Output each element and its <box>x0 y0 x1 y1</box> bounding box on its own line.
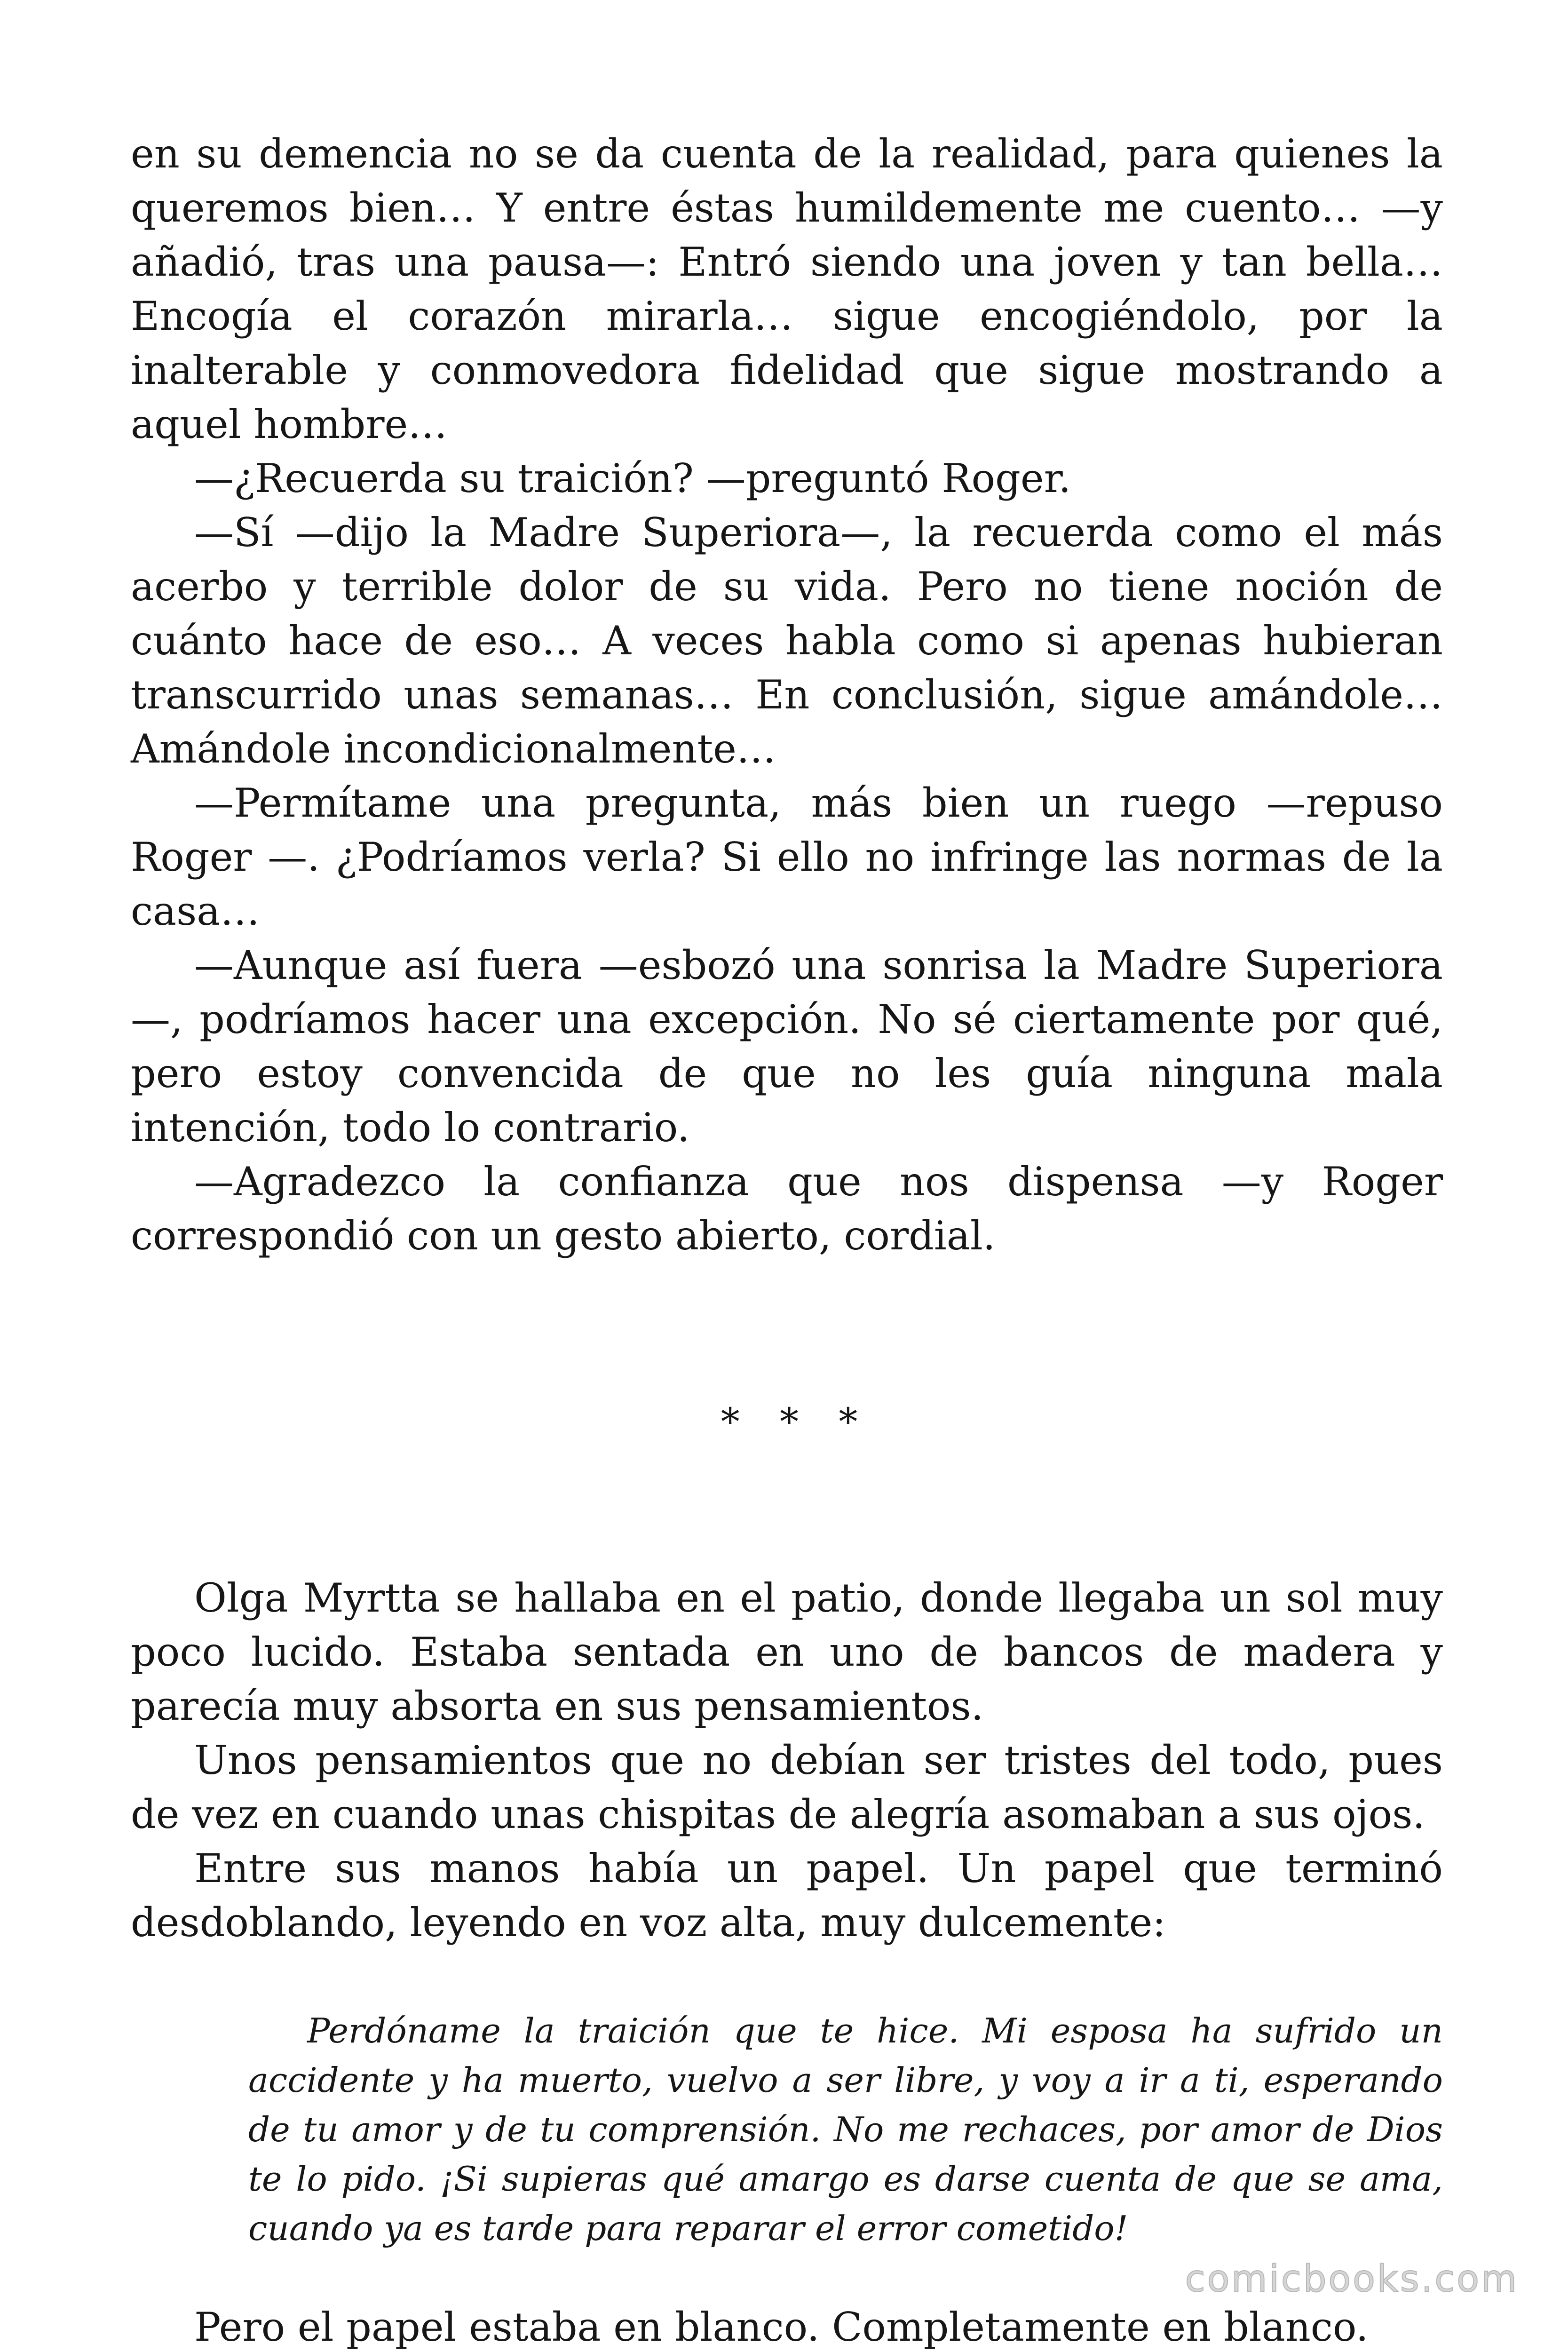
paragraph: en su demencia no se da cuenta de la realidad, para quienes la queremos bien… Y entre éstas humildemente me cuento… —y añadió, tras una pausa—: Entró siendo una joven y tan bella… Encogía el corazón mirarla… sigue encogiéndolo, por la inalterable y conmovedora fidelidad que sigue mostrando a aquel hombre… <box>131 131 1443 447</box>
paragraph: —¿Recuerda su traición? —preguntó Roger. <box>194 455 1071 501</box>
paragraph: Olga Myrtta se hallaba en el patio, donde llegaba un sol muy poco lucido. Estaba sentada en uno de bancos de madera y parecía muy absorta en sus pensamientos. <box>131 1575 1443 1729</box>
paragraph: —Permítame una pregunta, más bien un ruego —repuso Roger —. ¿Podríamos verla? Si ello no infringe las normas de la casa… <box>131 780 1443 934</box>
paragraph: Unos pensamientos que no debían ser tristes del todo, pues de vez en cuando unas chispitas de alegría asomaban a sus ojos. <box>131 1737 1443 1837</box>
paragraph: —Agradezco la confianza que nos dispensa —y Roger correspondió con un gesto abierto, cordial. <box>131 1159 1443 1259</box>
paragraph: Entre sus manos había un papel. Un papel que terminó desdoblando, leyendo en voz alta, muy dulcemente: <box>131 1845 1443 1946</box>
paragraph: —Sí —dijo la Madre Superiora—, la recuerda como el más acerbo y terrible dolor de su vida. Pero no tiene noción de cuánto hace de eso… A veces habla como si apenas hubieran transcurrido unas semanas… En conclusión, sigue amándole… Amándole incondicionalmente… <box>131 509 1443 772</box>
section-separator: * * * <box>721 1400 872 1444</box>
paragraph: —Aunque así fuera —esbozó una sonrisa la Madre Superiora—, podríamos hacer una excepción. No sé ciertamente por qué, pero estoy convencida de que no les guía ninguna mala intención, todo lo contrario. <box>131 942 1443 1151</box>
letter-quote: Perdóname la traición que te hice. Mi esposa ha sufrido un accidente y ha muerto, vuelvo a ser libre, y voy a ir a ti, esperando de tu amor y de tu comprensión. No me rechaces, por amor de Dios te lo pido. ¡Si supieras qué amargo es darse cuenta de que se ama, cuando ya es tarde para reparar el error cometido! <box>248 2011 1443 2248</box>
paragraph: Pero el papel estaba en blanco. Completamente en blanco. <box>194 2304 1369 2350</box>
watermark: comicbooks.com <box>1185 2258 1519 2300</box>
page-text <box>131 127 1443 2352</box>
